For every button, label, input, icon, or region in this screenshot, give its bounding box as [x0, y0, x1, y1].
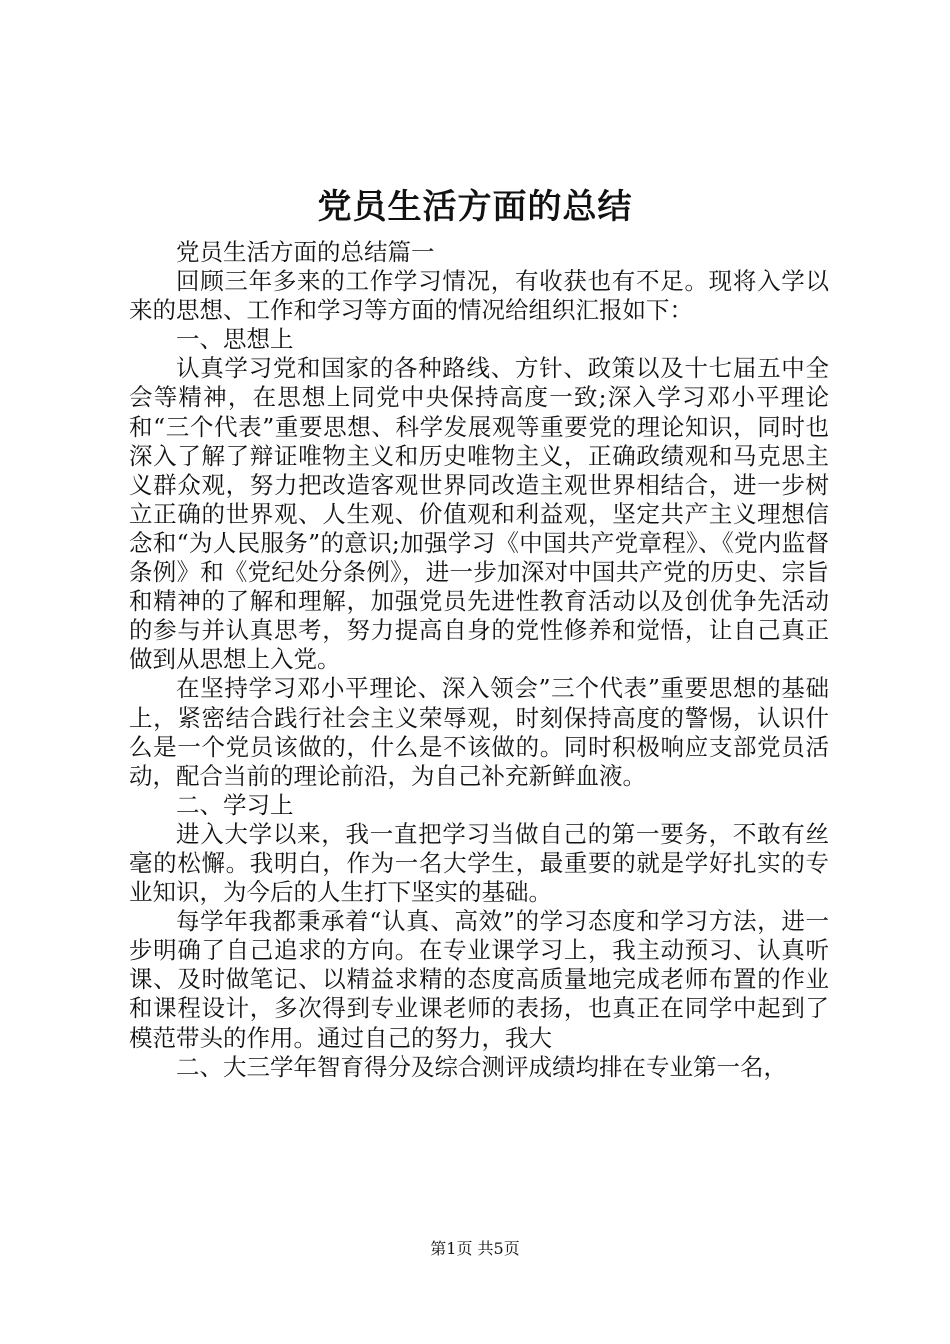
paragraph: 回顾三年多来的工作学习情况，有收获也有不足。现将入学以来的思想、工作和学习等方面的情况给组织汇报如下： [129, 267, 829, 325]
paragraph: 在坚持学习邓小平理论、深入领会”三个代表”重要思想的基础上，紧密结合践行社会主义荣辱观，时刻保持高度的警惕，认识什么是一个党员该做的，什么是不该做的。同时积极响应支部党员活动，配合当前的理论前沿，为自己补充新鲜血液。 [129, 674, 829, 790]
paragraph: 认真学习党和国家的各种路线、方针、政策以及十七届五中全会等精神，在思想上同党中央保持高度一致;深入学习邓小平理论和“三个代表”重要思想、科学发展观等重要党的理论知识，同时也深入了解了辩证唯物主义和历史唯物主义，正确政绩观和马克思主义群众观，努力把改造客观世界同改造主观世界相结合，进一步树立正确的世界观、人生观、价值观和利益观，坚定共产主义理想信念和“为人民服务”的意识;加强学习《中国共产党章程》、《党内监督条例》和《党纪处分条例》，进一步加深对中国共产党的历史、宗旨和精神的了解和理解，加强党员先进性教育活动以及创优争先活动的参与并认真思考，努力提高自身的党性修养和觉悟，让自己真正做到从思想上入党。 [129, 354, 829, 674]
paragraph: 二、大三学年智育得分及综合测评成绩均排在专业第一名， [176, 1052, 787, 1081]
paragraph: 进入大学以来，我一直把学习当做自己的第一要务，不敢有丝毫的松懈。我明白，作为一名大学生，最重要的就是学好扎实的专业知识，为今后的人生打下坚实的基础。 [129, 819, 829, 907]
paragraph: 每学年我都秉承着“认真、高效”的学习态度和学习方法，进一步明确了自己追求的方向。在专业课学习上，我主动预习、认真听课、及时做笔记、以精益求精的态度高质量地完成老师布置的作业和课程设计，多次得到专业课老师的表扬，也真正在同学中起到了模范带头的作用。通过自己的努力，我大 [129, 907, 829, 1052]
section-heading-thought: 一、思想上 [176, 325, 294, 354]
page-footer: 第1页 共5页 [430, 1239, 520, 1258]
document-body [129, 238, 829, 1082]
document-title: 党员生活方面的总结 [317, 187, 633, 227]
paragraph-heading: 党员生活方面的总结篇一 [176, 238, 435, 266]
section-heading-study: 二、学习上 [176, 790, 294, 819]
